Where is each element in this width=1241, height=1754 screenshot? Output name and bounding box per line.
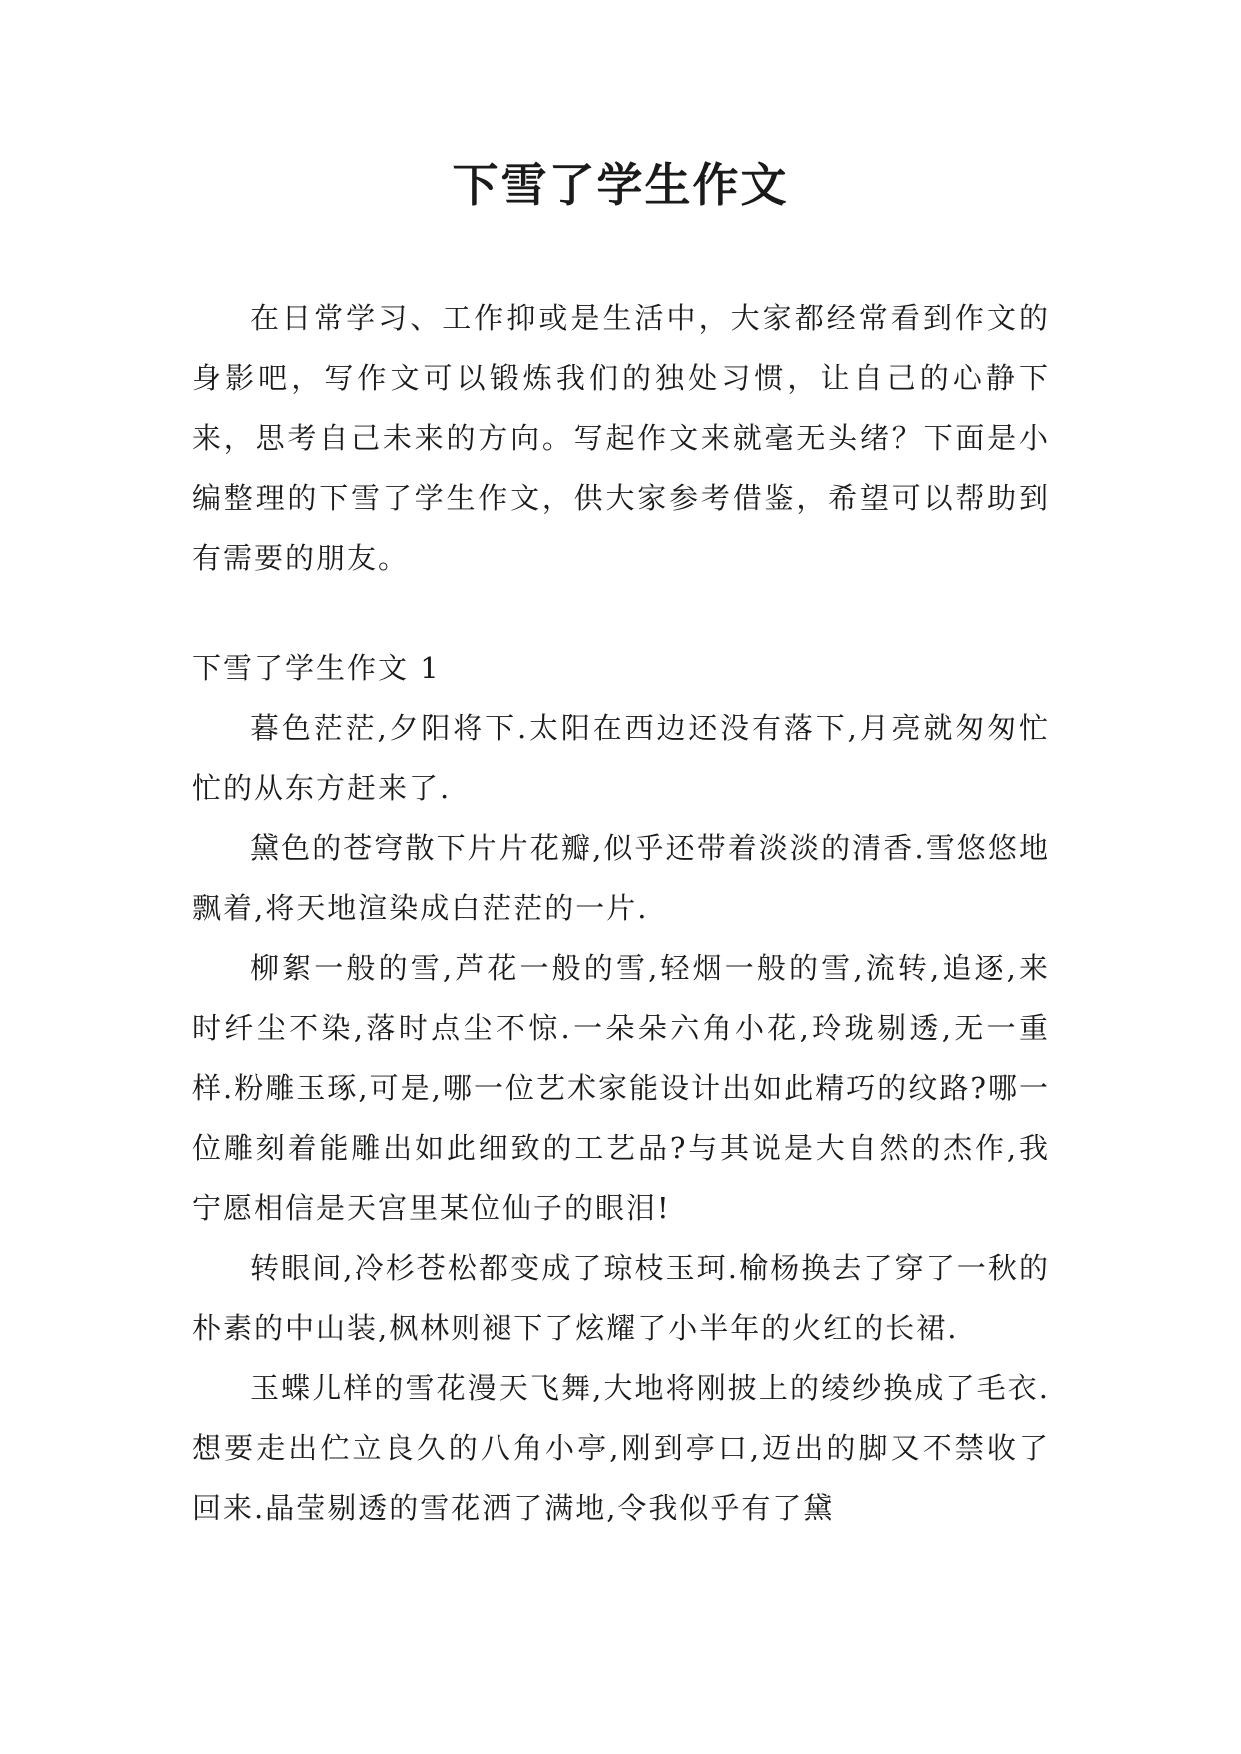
document-body [192,288,1050,1538]
essay-paragraph: 玉蝶儿样的雪花漫天飞舞,大地将刚披上的绫纱换成了毛衣.想要走出伫立良久的八角小亭,刚到亭口,迈出的脚又不禁收了回来.晶莹剔透的雪花洒了满地,令我似乎有了黛 [192,1371,1050,1525]
essay-paragraph: 柳絮一般的雪,芦花一般的雪,轻烟一般的雪,流转,追逐,来时纤尘不染,落时点尘不惊.一朵朵六角小花,玲珑剔透,无一重样.粉雕玉琢,可是,哪一位艺术家能设计出如此精巧的纹路?哪一位雕刻着能雕出如此细致的工艺品?与其说是大自然的杰作,我宁愿相信是天宫里某位仙子的眼泪! [192,951,1050,1225]
essay-section [192,638,1050,1538]
document-title: 下雪了学生作文 [452,158,789,212]
essay-paragraph: 暮色茫茫,夕阳将下.太阳在西边还没有落下,月亮就匆匆忙忙的从东方赶来了. [192,711,1050,805]
intro-paragraph: 在日常学习、工作抑或是生活中，大家都经常看到作文的身影吧，写作文可以锻炼我们的独处习惯，让自己的心静下来，思考自己未来的方向。写起作文来就毫无头绪？下面是小编整理的下雪了学生作文，供大家参考借鉴，希望可以帮助到有需要的朋友。 [192,301,1050,575]
essay-paragraph: 转眼间,冷杉苍松都变成了琼枝玉珂.榆杨换去了穿了一秋的朴素的中山装,枫林则褪下了炫耀了小半年的火红的长裙. [192,1251,1050,1345]
essay-paragraph: 黛色的苍穹散下片片花瓣,似乎还带着淡淡的清香.雪悠悠地飘着,将天地渲染成白茫茫的一片. [192,831,1050,925]
section-heading: 下雪了学生作文 1 [192,651,441,685]
